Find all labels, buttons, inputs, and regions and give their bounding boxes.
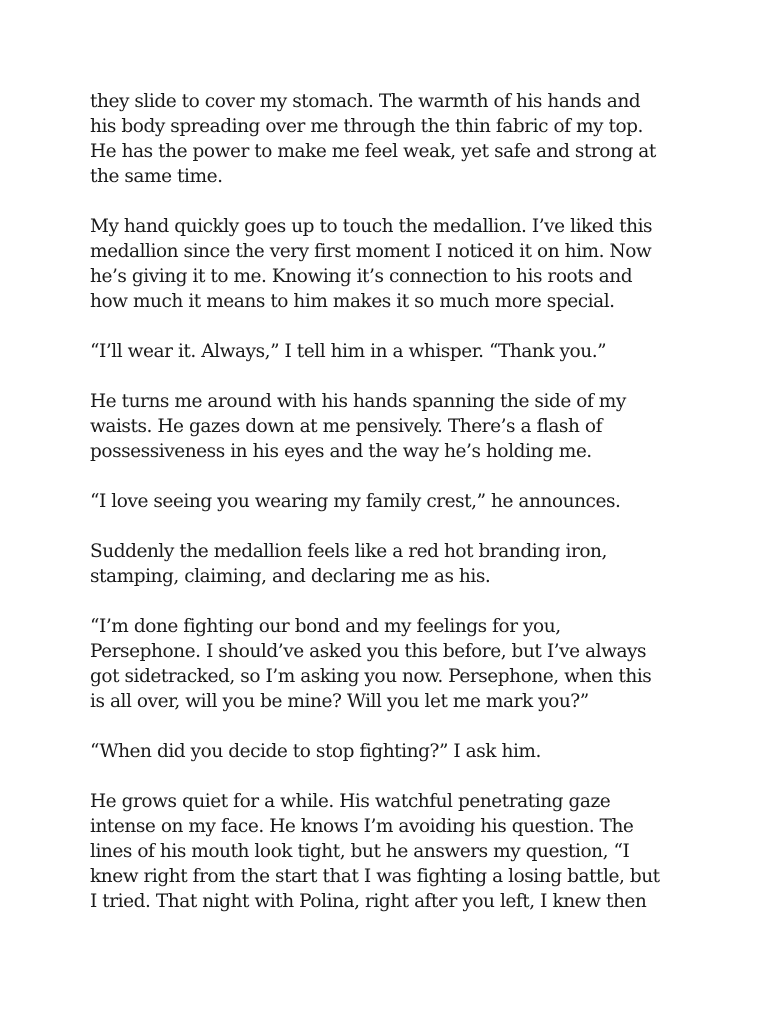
document-page xyxy=(90,89,680,914)
paragraph: they slide to cover my stomach. The warmth of his hands and his body spreading over me through the thin fabric of my top. He has the power to make me feel weak, yet safe and strong at the same time. xyxy=(90,91,656,187)
paragraph: He grows quiet for a while. His watchful penetrating gaze intense on my face. He knows I’m avoiding his question. The lines of his mouth look tight, but he answers my question, “I knew right from the start that I was fighting a losing battle, but I tried. That night with Polina, right after you left, I knew then xyxy=(90,791,660,912)
paragraph: “When did you decide to stop fighting?” I ask him. xyxy=(90,741,541,762)
paragraph: “I’ll wear it. Always,” I tell him in a whisper. “Thank you.” xyxy=(90,341,607,362)
paragraph: He turns me around with his hands spanning the side of my waists. He gazes down at me pensively. There’s a flash of possessiveness in his eyes and the way he’s holding me. xyxy=(90,391,626,462)
paragraph: My hand quickly goes up to touch the medallion. I’ve liked this medallion since the very first moment I noticed it on him. Now he’s giving it to me. Knowing it’s connection to his roots and how much it means to him makes it so much more special. xyxy=(90,216,653,312)
paragraph: “I’m done fighting our bond and my feelings for you, Persephone. I should’ve asked you this before, but I’ve always got sidetracked, so I’m asking you now. Persephone, when this is all over, will you be mine? Will you let me mark you?” xyxy=(90,616,652,712)
paragraph: “I love seeing you wearing my family crest,” he announces. xyxy=(90,491,621,512)
paragraph: Suddenly the medallion feels like a red hot branding iron, stamping, claiming, and declaring me as his. xyxy=(90,541,607,587)
